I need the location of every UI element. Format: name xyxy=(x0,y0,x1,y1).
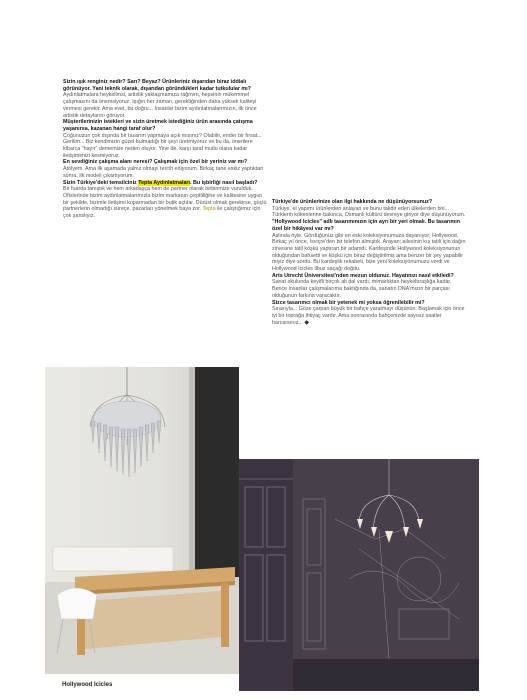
answer-utrecht: Sanat okulunda keyifli birçok alt dal vardı, mimarlıktan heykeltıraşlığa kadar. Bence insanlar çalışmalarıma baktığında da, sanatın DNA'mızın bir parçası olduğunun farkına varacaktır. xyxy=(272,279,452,299)
answer-tepta-text: Bir fuarda tanıştık ve hem arkadaşça hem de partner olarak birbirimize vurulduk. Ofislerinde bizim aydınlatmalarımızla bizim markanın çeşitliliğine ve kalitesine uygun bir şekilde, bizimle iletişimi koparmadan bir butik açtılar. Dürüst olmak gerekirse, güçlü partnerlerin olmadığı süreçe, pazarları yönetmek baya zor. xyxy=(63,186,267,213)
photo-caption: Hollywood Icicles xyxy=(62,682,113,688)
answer-talent xyxy=(272,306,468,326)
office-scene-illustration xyxy=(45,367,239,674)
answer-workspace: Atölyem. Ama ilk aşamada yalnız olmayı tercih ediyorum. Birkaç tane eskiz yaptıktan sonra, ilk modeli çıkartıyorum. xyxy=(63,166,264,179)
answer-tepta xyxy=(63,186,267,220)
question-tepta-pre: Sizin Türkiye'deki temsilciniz xyxy=(63,179,139,186)
question-workspace: En sevdiğiniz çalışma alanı neresi? Çalışmak için özel bir yeriniz var mı? xyxy=(63,159,248,166)
answer-talent-text: Sırasıyla... Göze çarpan büyük bir bahçe yaratmayı düşünün. Başlamak için önce iyi bir toprağa ihtiyaç vardır. Ama sonrasında bahçenizde sayısız saatler harcarsınız... xyxy=(272,306,465,326)
tepta-name-highlight: Tepta xyxy=(202,206,216,213)
tepta-highlight: Tepta Aydınlatmaları xyxy=(138,179,190,186)
answer-light-color: Aydınlatmalara heykelimsi, artistik yaklaşmamıza rağmen, hepsinin mükemmel çalışmasını da önemsiyoruz. Işığın her zaman, gerektiğinden daha yüksek kaliteyi vermesi gerekir. Ama evet, bu doğru... İnsanlar bizim aydınlatmalarımızın, ilk önce artistik detaylarını görüyor. xyxy=(63,92,257,119)
end-diamond-icon: ◆ xyxy=(304,319,310,326)
question-light-color: Sizin ışık renginiz nedir? Sarı? Beyaz? Ürünleriniz dışarıdan biraz iddialı görünüyor. Yani teknik olarak, dışarıdan göründükleri kadar tutkulular mı? xyxy=(63,79,251,92)
answer-hollywood-icicles: Aslında öyle. Gördüğünüz gibi en eski koleksiyonumuza dayanıyor; Hollywood. Birkaç yıl önce, İsviçre'den bir telefon almıştık. Arayan; ailesinin kış tatili için dağın zirvesine tatil köşkü yaptıran bir adamdı. Kardeşinde Hollywood koleksiyonunun olduğundan bahsetti ve köşkü için biraz değiştirilmiş ama benzer bir şey yapabilir miyiz diye sordu. Bu kardeşlik rekabeti, bize yeni koleksiyonumuzu verdi ve Hollywood Icicles ilbuz saçağı doğdu. xyxy=(272,232,466,273)
dark-room-illustration xyxy=(239,459,479,691)
question-talent: Sizce tasarımcı olmak bir yetenek mi yoksa öğrenilebilir mi? xyxy=(272,299,425,306)
question-tepta-post: . Bu işbirliği nasıl başladı? xyxy=(190,179,258,186)
answer-client-conflict: Çoğunuzun çok dışında bir tasarım yapmaya açık mısınız? Olabilir, ender bir fırsat... Gerilim... Biz kendimizin güzel bulmadığı bir şeyi üretmiyoruz ve bu da, önerilere kibarca "hayır" dememize neden oluyor. Yine de, karşı taraf mutlu olana kadar iletişimimizi kesmiyoruz. xyxy=(63,132,262,159)
photo-dark-room-chandelier xyxy=(239,459,479,691)
photo-office-chandelier xyxy=(45,367,239,674)
article-column-right xyxy=(272,199,468,326)
question-turkey-interest: Türkiye'de ürünlerinize olan ilgi hakkında ne düşünüyorsunuz? xyxy=(272,199,433,205)
question-tepta xyxy=(63,180,267,187)
question-hollywood-icicles: "Hollywood Icicles" adlı tasarımınızın için ayrı bir yeri olmalı. Bu tasarımın özel bir hikâyesi var mı? xyxy=(272,219,460,232)
answer-turkey-interest: Türkiye, el yapımı ürünlerden anlayan ve bunu takdir eden ülkelerden biri... Türklerin kökenlerine bakınca, Osmanlı kültürü devreye giriyor diye düşünüyorum. xyxy=(272,205,466,219)
question-client-conflict: Müşterilerinizin istekleri ve sizin üretmek istediğiniz ürün arasında çatışma yaşanırsa, kazanan hangi taraf olur? xyxy=(63,119,253,132)
question-utrecht: Arts Utrecht Üniversitesi'nden mezun oldunuz. Hayatınızı nasıl etkiledi? xyxy=(272,272,454,279)
article-column-left xyxy=(63,79,267,220)
answer-tepta-post: ile çalıştığımız için çok şanslıyız. xyxy=(63,206,261,220)
